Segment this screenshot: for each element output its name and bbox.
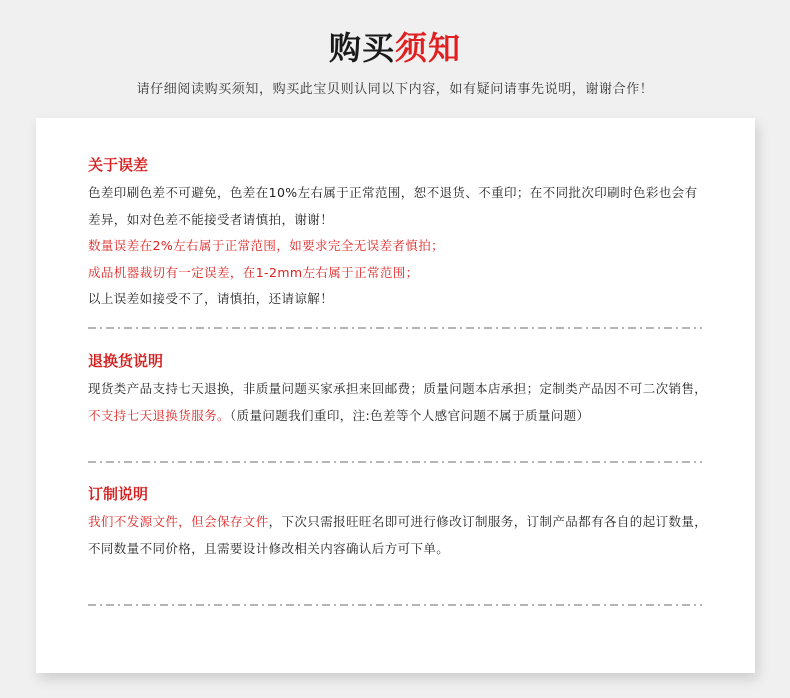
quantity-error-text: 数量误差在2%左右属于正常范围，如要求完全无误差者慎拍；: [88, 238, 445, 253]
return-policy-segment: 现货类产品支持七天退换，非质量问题买家承担来回邮费；质量问题本店承担；定制类产品因不可二次销售，: [88, 381, 708, 396]
section-return-policy: [88, 350, 708, 429]
section-title: 退换货说明: [88, 352, 164, 370]
return-policy-note: （质量问题我们重印，注:色差等个人感官问题不属于质量问题）: [229, 407, 590, 423]
no-return-highlight: 不支持七天退换货服务。: [88, 407, 230, 423]
no-source-file-highlight: 我们不发源文件，但会保存文件: [88, 514, 269, 529]
error-closing-text: 以上误差如接受不了，请慎拍，还请谅解！: [88, 291, 334, 306]
section-customization: [88, 483, 708, 562]
notice-card: [36, 118, 755, 673]
dashed-divider: [88, 327, 702, 329]
page-title-part-1: 购买: [328, 29, 395, 67]
dashed-divider: [88, 604, 702, 606]
return-policy-text: [88, 376, 708, 429]
customization-segment: ，下次只需报旺旺名即可进行修改订制服务，订制产品都有各自的起订数量，不同数量不同价格，且需要设计修改相关内容确认后方可下单。: [88, 514, 708, 556]
page-title: [0, 24, 790, 72]
page-title-part-2: 须知: [395, 29, 462, 67]
cutting-error-text: 成品机器裁切有一定误差，在1-2mm左右属于正常范围；: [88, 264, 419, 280]
section-title: 订制说明: [88, 485, 149, 503]
color-difference-text: 色差印刷色差不可避免，色差在10%左右属于正常范围，恕不退货、不重印；在不同批次印刷时色彩也会有差异，如对色差不能接受者请慎拍，谢谢！: [88, 185, 698, 227]
customization-text: [88, 509, 708, 562]
dashed-divider: [88, 461, 702, 463]
page-subtitle: 请仔细阅读购买须知，购买此宝贝则认同以下内容，如有疑问请事先说明，谢谢合作！: [136, 82, 654, 97]
section-title: 关于误差: [88, 156, 149, 174]
section-error-tolerance: [88, 154, 708, 313]
